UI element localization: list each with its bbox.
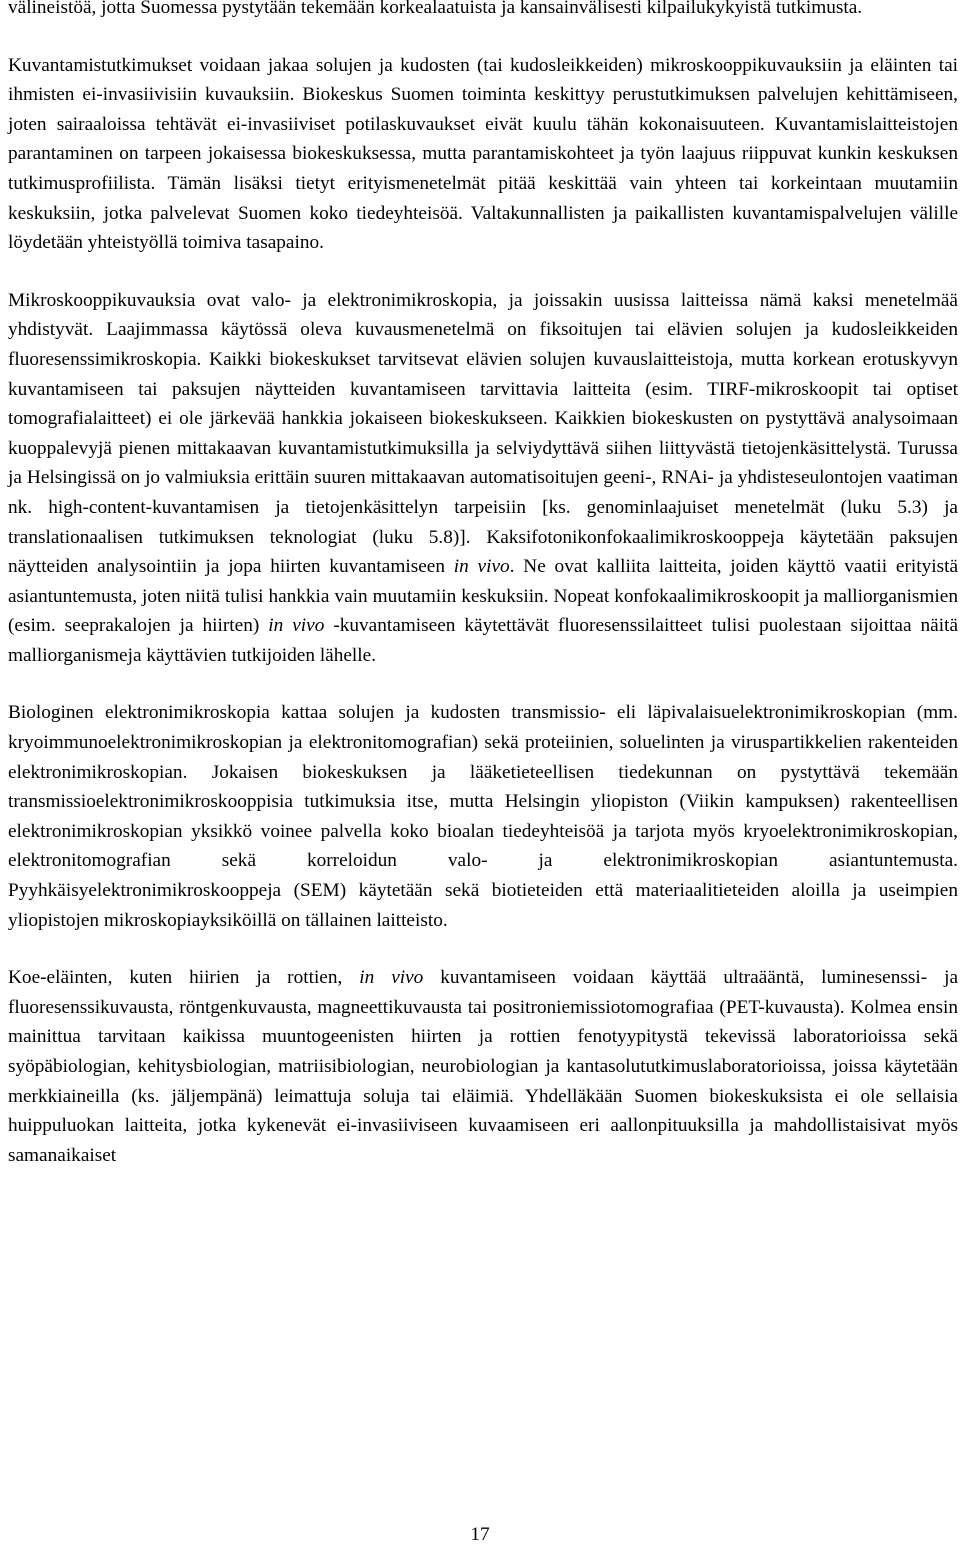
page-number: 17 bbox=[470, 1524, 490, 1545]
paragraph-text: . Ne ovat kalliita laitteita, joiden käyttö vaatii erityistä asiantuntemusta, joten niitä tulisi hankkia vain muutamiin keskuksiin. Nopeat konfokaalimikroskoopit ja malliorganismien (esim. seeprakalojen ja hiirten) bbox=[8, 556, 959, 637]
paragraph-2 bbox=[8, 51, 958, 258]
paragraph-text: kuvantamiseen voidaan käyttää ultraääntä, luminesenssi- ja fluoresenssikuvausta, röntgenkuvausta, magneettikuvausta tai positroniemissiotomografiaa (PET-kuvausta). Kolmea ensin mainittua tarvitaan kaikissa muuntogeenisten hiirten ja rottien fenotyypitystä tekevissä laboratorioissa sekä syöpäbiologian, kehitysbiologian, matriisibiologian, neurobiologian ja kantasolututkimuslaboratorioissa, joissa käytetään merkkiaineilla (ks. jäljempänä) leimattuja soluja tai eläimiä. Yhdelläkään Suomen biokeskuksista ei ole sellaisia huippuluokan laitteita, jotka kykenevät ei-invasiiviseen kuvaamiseen eri aallonpituuksilla ja mahdollistaisivat myös samanaikaiset bbox=[8, 967, 958, 1166]
italic-term: in vivo bbox=[268, 615, 325, 637]
paragraph-text: Koe-eläinten, kuten hiirien ja rottien, bbox=[8, 967, 360, 989]
italic-term: in vivo bbox=[359, 967, 424, 989]
paragraph-text: -kuvantamiseen käytettävät fluoresenssilaitteet tulisi puolestaan sijoittaa näitä malliorganismeja käyttävien tutkijoiden lähelle. bbox=[8, 615, 958, 666]
paragraph-5 bbox=[8, 963, 958, 1170]
paragraph-text: välineistöä, jotta Suomessa pystytään tekemään korkealaatuista ja kansainvälisesti kilpailukykyistä tutkimusta. bbox=[8, 0, 863, 18]
italic-term: in vivo bbox=[453, 556, 510, 578]
paragraph-text: Kuvantamistutkimukset voidaan jakaa solujen ja kudosten (tai kudosleikkeiden) mikroskooppikuvauksiin ja eläinten tai ihmisten ei-invasiivisiin kuvauksiin. Biokeskus Suomen toiminta keskittyy perustutkimuksen palvelujen kehittämiseen, joten sairaaloissa tehtävät ei-invasiiviset potilaskuvaukset eivät kuulu tähän kokonaisuuteen. Kuvantamislaitteistojen parantaminen on tarpeen jokaisessa biokeskuksessa, mutta parantamiskohteet ja työn laajuus riippuvat kunkin keskuksen tutkimusprofiilista. Tämän lisäksi tietyt erityismenetelmät pitää keskittää vain yhteen tai korkeintaan muutamiin keskuksiin, jotka palvelevat Suomen koko tiedeyhteisöä. Valtakunnallisten ja paikallisten kuvantamispalvelujen välille löydetään yhteistyöllä toimiva tasapaino. bbox=[8, 54, 958, 254]
paragraph-4 bbox=[8, 698, 958, 935]
paragraph-text: Biologinen elektronimikroskopia kattaa solujen ja kudosten transmissio- eli läpivalaisuelektronimikroskopian (mm. kryoimmunoelektronimikroskopian ja elektronitomografian) sekä proteiinien, soluelinten ja viruspartikkelien rakenteiden elektronimikroskopian. Jokaisen biokeskuksen ja lääketieteellisen tiedekunnan on pystyttävä tekemään transmissioelektronimikroskooppisia tutkimuksia itse, mutta Helsingin yliopiston (Viikin kampuksen) rakenteellisen elektronimikroskopian yksikkö voinee palvella koko bioalan tiedeyhteisöä ja tarjota myös kryoelektronimikroskopian, elektronitomografian sekä korreloidun valo- ja elektronimikroskopian asiantuntemusta. Pyyhkäisyelektronimikroskooppeja (SEM) käytetään sekä biotieteiden että materiaalitieteiden aloilla ja useimpien yliopistojen mikroskopiayksiköillä on tällainen laitteisto. bbox=[8, 702, 958, 931]
paragraph-text: Mikroskooppikuvauksia ovat valo- ja elektronimikroskopia, ja joissakin uusissa laitteissa nämä kaksi menetelmää yhdistyvät. Laajimmassa käytössä oleva kuvausmenetelmä on fiksoitujen tai elävien solujen ja kudosleikkeiden fluoresenssimikroskopia. Kaikki biokeskukset tarvitsevat elävien solujen kuvauslaitteistoja, mutta korkean erotuskyvyn kuvantamiseen tai paksujen näytteiden kuvantamiseen tarvittavia laitteita (esim. TIRF-mikroskoopit tai optiset tomografialaitteet) ei ole järkevää hankkia jokaiseen biokeskukseen. Kaikkien biokeskusten on pystyttävä analysoimaan kuoppalevyjä pienen mittakaavan kuvantamistutkimuksilla ja selviydyttävä siihen liittyvästä tietojenkäsittelystä. Turussa ja Helsingissä on jo valmiuksia erittäin suuren mittakaavan automatisoitujen geeni-, RNAi- ja yhdisteseulontojen vaatiman nk. high-content-kuvantamisen ja tietojenkäsittelyn tarpeisiin [ks. genominlaajuiset menetelmät (luku 5.3) ja translationaalisen tutkimuksen teknologiat (luku 5.8)]. Kaksifotonikonfokaalimikroskooppeja käytetään paksujen näytteiden analysointiin ja jopa hiirten kuvantamiseen bbox=[8, 289, 958, 578]
body-text bbox=[8, 0, 958, 1170]
paragraph-1 bbox=[8, 0, 958, 23]
document-page bbox=[8, 0, 958, 1170]
paragraph-3 bbox=[8, 286, 958, 671]
